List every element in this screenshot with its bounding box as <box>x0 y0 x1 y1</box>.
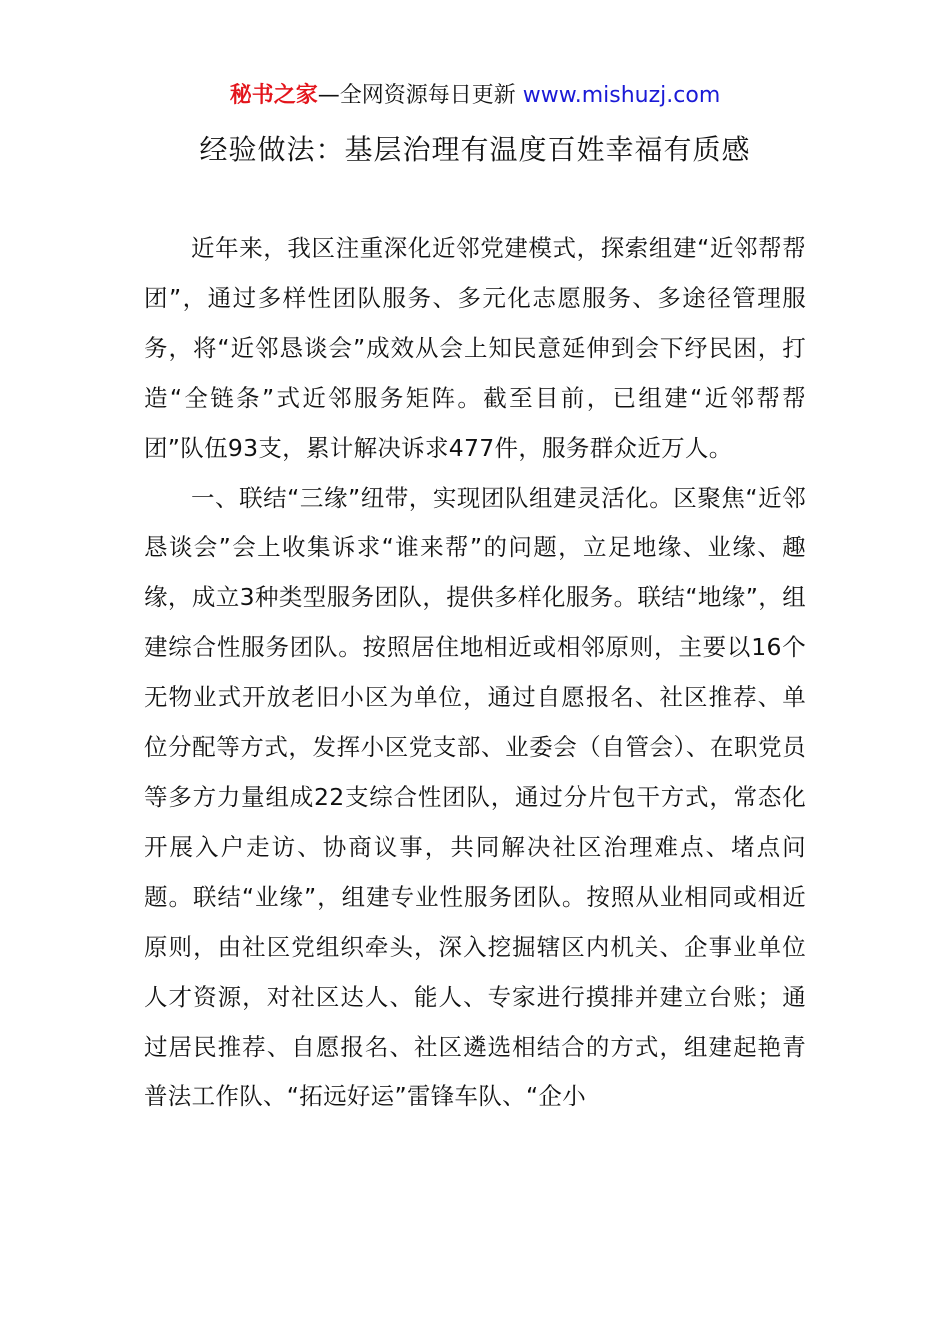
site-brand: 秘书之家 <box>229 83 318 108</box>
site-url-link[interactable]: www.mishuzj.com <box>522 83 721 108</box>
paragraph-section-one: 一、联结“三缘”纽带，实现团队组建灵活化。区聚焦“近邻恳谈会”会上收集诉求“谁来帮”的问题，立足地缘、业缘、趣缘，成立3种类型服务团队，提供多样化服务。联结“地缘”，组建综合性服务团队。按照居住地相近或相邻原则，主要以16个无物业式开放老旧小区为单位，通过自愿报名、社区推荐、单位分配等方式，发挥小区党支部、业委会（自管会）、在职党员等多方力量组成22支综合性团队，通过分片包干方式，常态化开展入户走访、协商议事，共同解决社区治理难点、堵点问题。联结“业缘”，组建专业性服务团队。按照从业相同或相近原则，由社区党组织牵头，深入挖掘辖区内机关、企事业单位人才资源，对社区达人、能人、专家进行摸排并建立台账；通过居民推荐、自愿报名、社区遴选相结合的方式，组建起艳青普法工作队、“拓远好运”雷锋车队、“企小 <box>144 483 806 1111</box>
document-title: 经验做法：基层治理有温度百姓幸福有质感 <box>199 133 751 166</box>
document-body <box>144 224 806 1122</box>
site-header <box>0 80 950 112</box>
paragraph-intro: 近年来，我区注重深化近邻党建模式，探索组建“近邻帮帮团”，通过多样性团队服务、多元化志愿服务、多途径管理服务，将“近邻恳谈会”成效从会上知民意延伸到会下纾民困，打造“全链条”式近邻服务矩阵。截至目前，已组建“近邻帮帮团”队伍93支，累计解决诉求477件，服务群众近万人。 <box>144 234 806 462</box>
site-slogan: —全网资源每日更新 <box>317 83 523 108</box>
